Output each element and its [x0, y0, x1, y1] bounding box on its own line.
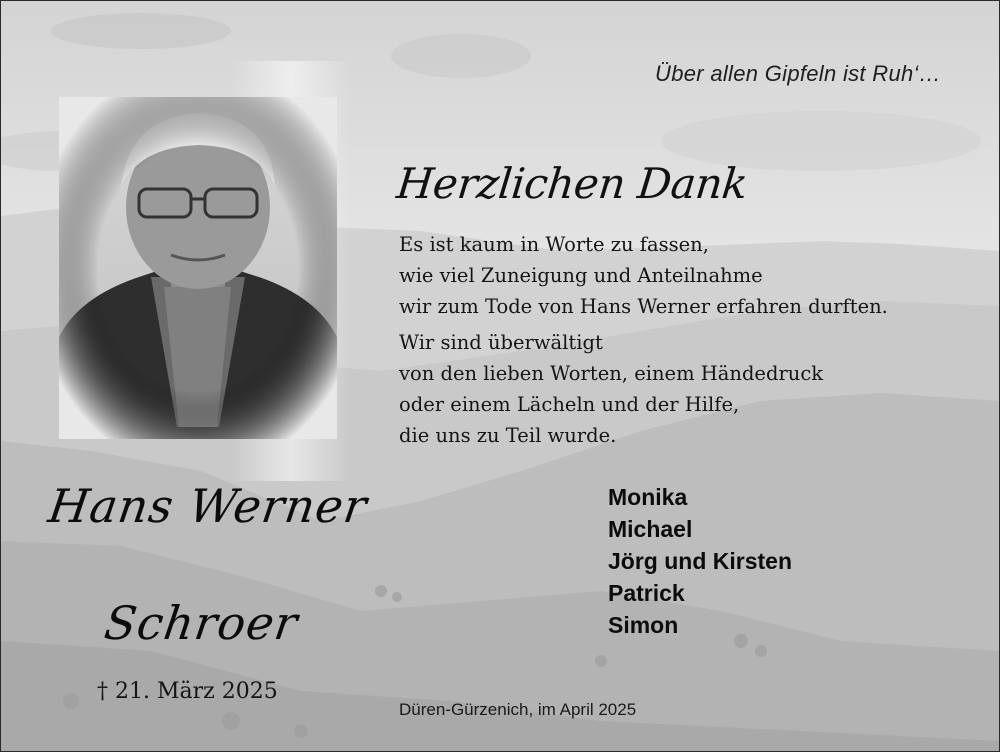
deceased-surname: Schroer: [101, 596, 302, 650]
family-member: Monika: [608, 484, 688, 510]
place-and-date: Düren-Gürzenich, im April 2025: [399, 700, 637, 719]
gratitude-paragraph: [399, 229, 888, 322]
death-date: † 21. März 2025: [97, 679, 278, 704]
paragraph-line: von den lieben Worten, einem Händedruck: [399, 362, 824, 385]
overwhelmed-paragraph: [399, 327, 823, 451]
family-member: Jörg und Kirsten: [608, 548, 793, 574]
paragraph-line: Wir sind überwältigt: [399, 331, 603, 354]
family-member: Patrick: [608, 580, 685, 606]
family-signatures: [608, 481, 792, 641]
portrait-photo: [59, 97, 337, 439]
deceased-first-name: Hans Werner: [45, 479, 371, 533]
paragraph-line: oder einem Lächeln und der Hilfe,: [399, 393, 740, 416]
paragraph-line: die uns zu Teil wurde.: [399, 424, 617, 447]
family-member: Michael: [608, 516, 693, 542]
paragraph-line: Es ist kaum in Worte zu fassen,: [399, 233, 709, 256]
paragraph-line: wie viel Zuneigung und Anteilnahme: [399, 264, 763, 287]
paragraph-line: wir zum Tode von Hans Werner erfahren durften.: [399, 295, 888, 318]
family-member: Simon: [608, 612, 679, 638]
thanks-heading: Herzlichen Dank: [394, 159, 750, 208]
epigraph-quote: Über allen Gipfeln ist Ruh‘…: [655, 61, 941, 86]
